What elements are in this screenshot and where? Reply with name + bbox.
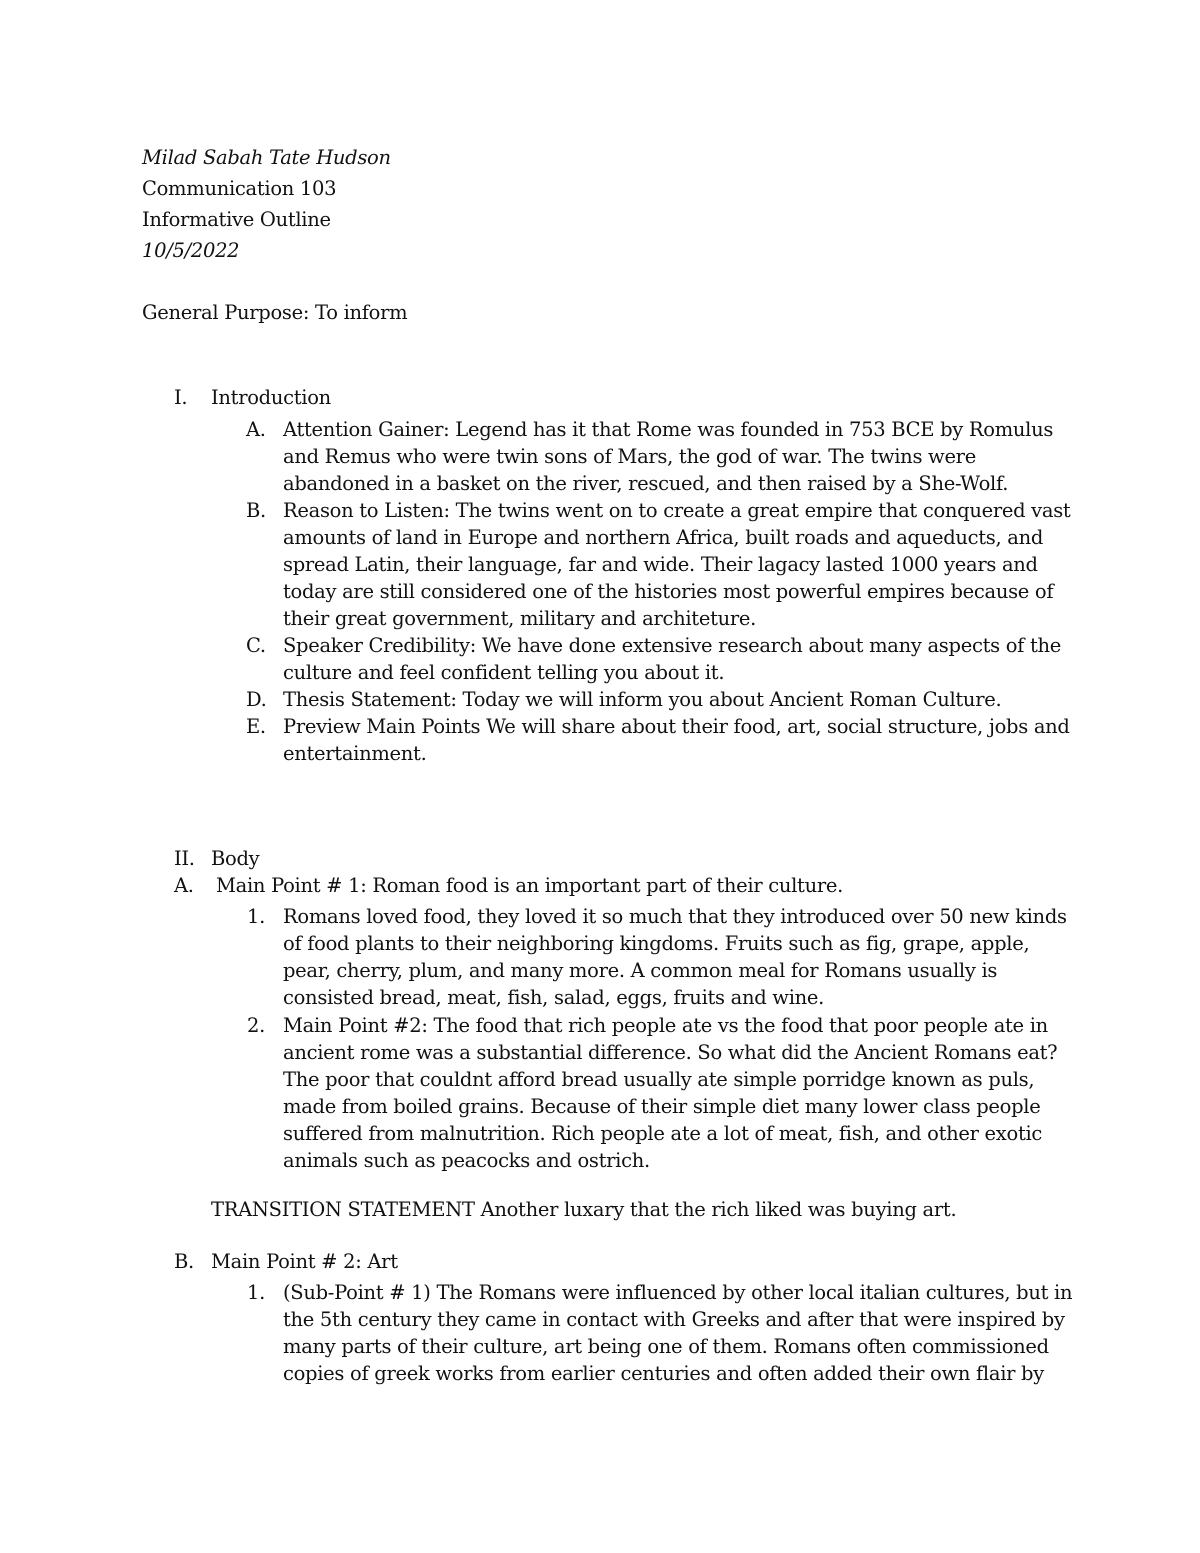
outline-letter: A.	[246, 418, 266, 441]
general-purpose: General Purpose: To inform	[142, 301, 408, 324]
main-point-heading: Main Point # 1: Roman food is an important part of their culture.	[216, 874, 844, 897]
outline-line: made from boiled grains. Because of their simple diet many lower class people	[283, 1095, 1041, 1118]
outline-line: entertainment.	[283, 742, 427, 765]
outline-line: (Sub-Point # 1) The Romans were influenced by other local italian cultures, but in	[283, 1281, 1073, 1304]
outline-line: Speaker Credibility: We have done extensive research about many aspects of the	[283, 634, 1061, 657]
outline-number: 1.	[247, 905, 266, 928]
section-numeral: I.	[174, 386, 188, 409]
outline-line: the 5th century they came in contact with Greeks and after that were inspired by	[283, 1308, 1065, 1331]
author-names: Milad Sabah Tate Hudson	[142, 146, 391, 169]
main-point-heading: Main Point # 2: Art	[211, 1250, 398, 1273]
outline-line: pear, cherry, plum, and many more. A common meal for Romans usually is	[283, 959, 998, 982]
outline-letter: E.	[246, 715, 266, 738]
transition-statement: TRANSITION STATEMENT Another luxary that the rich liked was buying art.	[211, 1198, 957, 1221]
section-numeral: II.	[174, 847, 195, 870]
outline-number: 2.	[247, 1014, 266, 1037]
outline-line: today are still considered one of the histories most powerful empires because of	[283, 580, 1054, 603]
outline-line: culture and feel confident telling you about it.	[283, 661, 725, 684]
outline-line: The poor that couldnt afford bread usually ate simple porridge known as puls,	[283, 1068, 1035, 1091]
outline-line: Attention Gainer: Legend has it that Rome was founded in 753 BCE by Romulus	[283, 418, 1054, 441]
outline-line: ancient rome was a substantial difference. So what did the Ancient Romans eat?	[283, 1041, 1058, 1064]
outline-line: Romans loved food, they loved it so much that they introduced over 50 new kinds	[283, 905, 1067, 928]
outline-line: of food plants to their neighboring kingdoms. Fruits such as fig, grape, apple,	[283, 932, 1030, 955]
outline-line: copies of greek works from earlier centuries and often added their own flair by	[283, 1362, 1044, 1385]
outline-line: Preview Main Points We will share about their food, art, social structure, jobs and	[283, 715, 1070, 738]
outline-line: Main Point #2: The food that rich people ate vs the food that poor people ate in	[283, 1014, 1048, 1037]
outline-line: consisted bread, meat, fish, salad, eggs, fruits and wine.	[283, 986, 825, 1009]
outline-letter: B.	[174, 1250, 194, 1273]
outline-line: animals such as peacocks and ostrich.	[283, 1149, 650, 1172]
outline-line: Reason to Listen: The twins went on to create a great empire that conquered vast	[283, 499, 1071, 522]
outline-line: many parts of their culture, art being one of them. Romans often commissioned	[283, 1335, 1049, 1358]
outline-line: and Remus who were twin sons of Mars, the god of war. The twins were	[283, 445, 976, 468]
outline-line: suffered from malnutrition. Rich people ate a lot of meat, fish, and other exotic	[283, 1122, 1043, 1145]
section-title: Introduction	[211, 386, 331, 409]
outline-letter: B.	[246, 499, 266, 522]
document-date: 10/5/2022	[142, 239, 240, 262]
outline-number: 1.	[247, 1281, 266, 1304]
outline-line: amounts of land in Europe and northern Africa, built roads and aqueducts, and	[283, 526, 1044, 549]
course-name: Communication 103	[142, 177, 337, 200]
outline-line: spread Latin, their language, far and wide. Their lagacy lasted 1000 years and	[283, 553, 1038, 576]
outline-line: Thesis Statement: Today we will inform you about Ancient Roman Culture.	[283, 688, 1002, 711]
outline-letter: D.	[246, 688, 267, 711]
assignment-title: Informative Outline	[142, 208, 331, 231]
outline-line: abandoned in a basket on the river, rescued, and then raised by a She-Wolf.	[283, 472, 1009, 495]
outline-letter: A.	[174, 874, 194, 897]
outline-letter: C.	[246, 634, 266, 657]
outline-line: their great government, military and architeture.	[283, 607, 757, 630]
section-title: Body	[211, 847, 260, 870]
